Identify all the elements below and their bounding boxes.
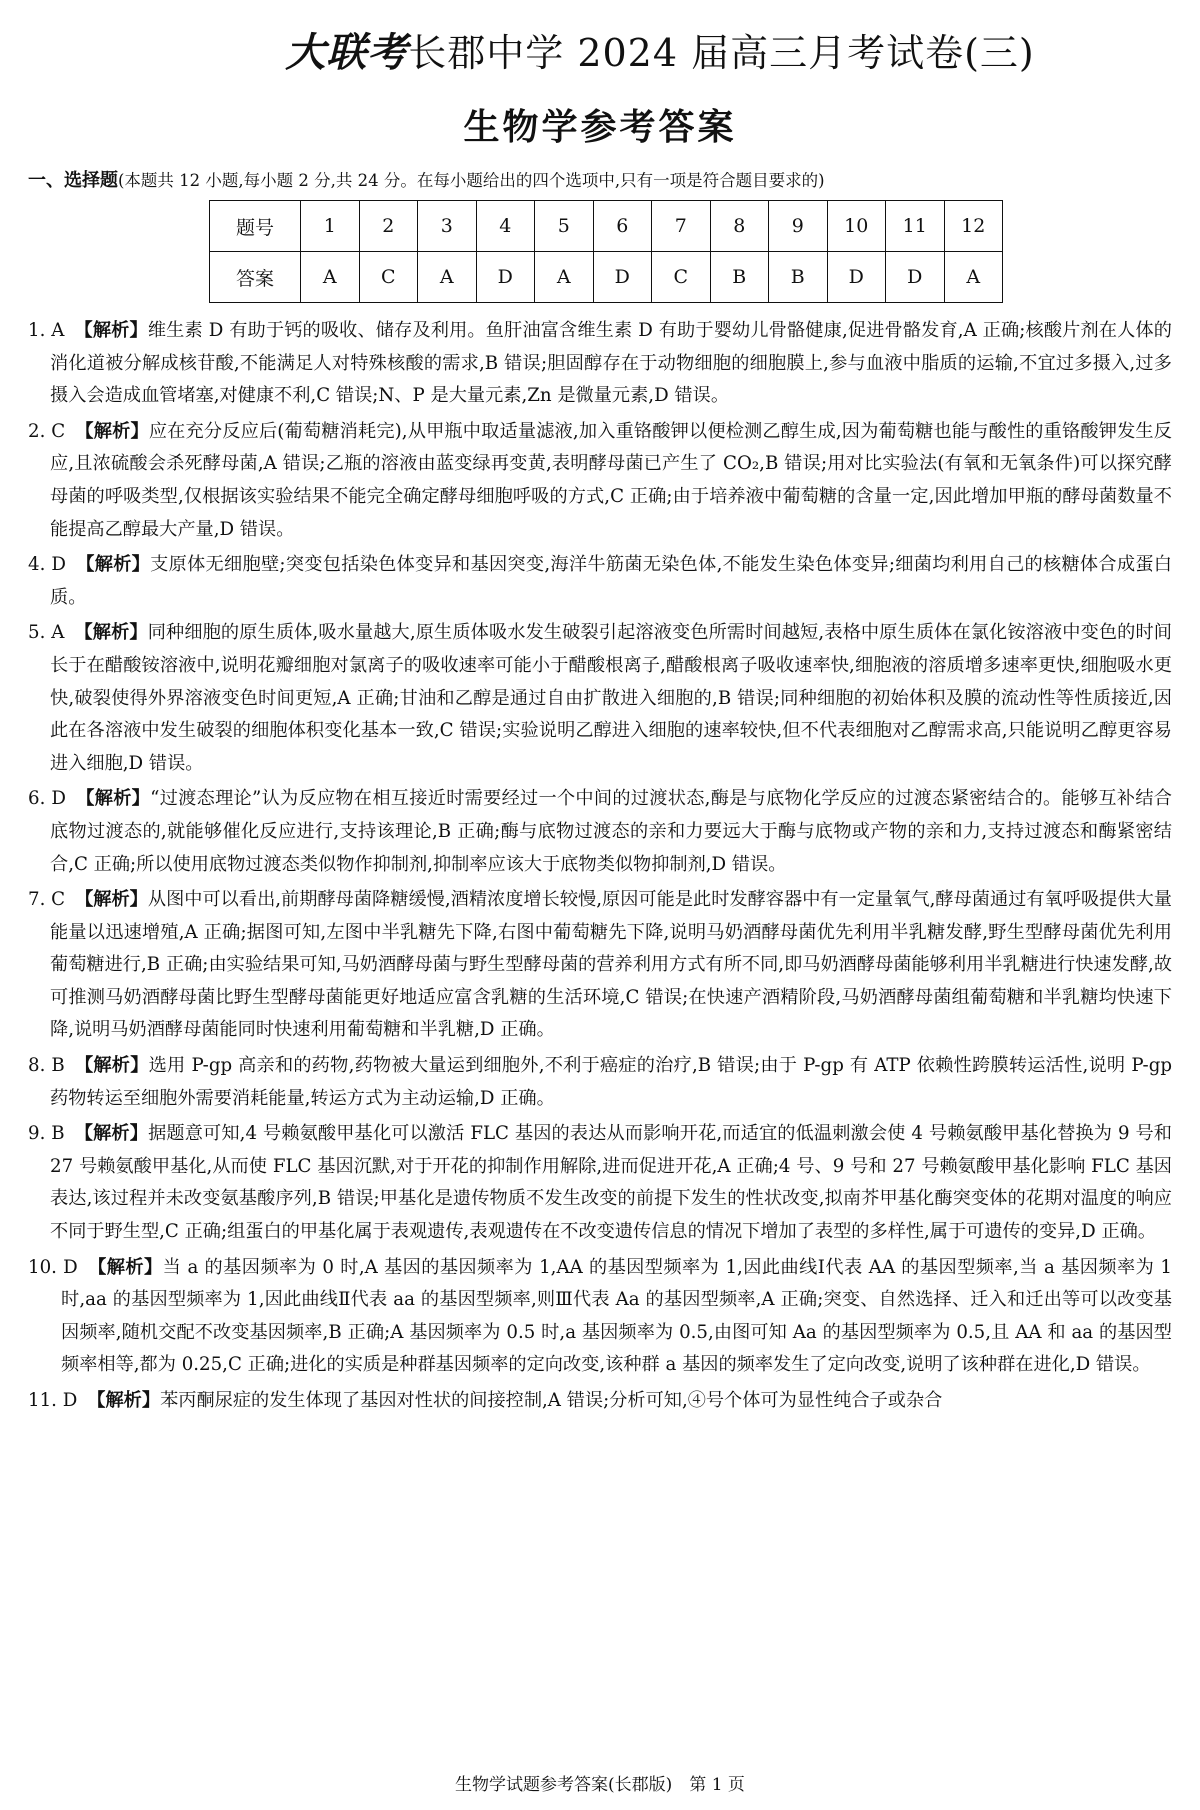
item-number: 7. C <box>28 889 66 911</box>
answer-cell: D <box>827 252 886 303</box>
answer-cell: A <box>944 252 1003 303</box>
explanation-item <box>28 315 1172 413</box>
item-text: “过渡态理论”认为反应物在相互接近时需要经过一个中间的过渡状态,酶是与底物化学反应的过渡态紧密结合的。能够互补结合底物过渡态的,就能够催化反应进行,支持该理论,B 正确;酶与底物过渡态的亲和力要远大于酶与底物或产物的亲和力,支持过渡态和酶紧密结合,C 正确;所以使用底物过渡态类似物作抑制剂,抑制率应该大于底物类似物抑制剂,D 错误。 <box>50 788 1172 875</box>
analysis-tag: 【解析】 <box>74 320 148 341</box>
item-text: 苯丙酮尿症的发生体现了基因对性状的间接控制,A 错误;分析可知,④号个体可为显性纯合子或杂合 <box>160 1390 943 1411</box>
document-subtitle: 生物学参考答案 <box>463 107 737 148</box>
exam-title-text: 长郡中学 2024 届高三月考试卷(三) <box>408 31 1035 75</box>
answer-cell: A <box>535 252 594 303</box>
explanation-item <box>28 884 1172 1047</box>
item-number: 10. D <box>28 1256 78 1278</box>
answer-row-label: 答案 <box>210 252 301 303</box>
item-number: 11. D <box>28 1390 78 1411</box>
analysis-tag: 【解析】 <box>75 420 149 442</box>
explanation-item <box>28 549 1172 614</box>
question-number-cell: 8 <box>710 201 769 252</box>
answer-cell: A <box>418 252 477 303</box>
item-text: 维生素 D 有助于钙的吸收、储存及利用。鱼肝油富含维生素 D 有助于婴幼儿骨骼健康,促进骨骼发育,A 正确;核酸片剂在人体的消化道被分解成核苷酸,不能满足人对特殊核酸的需求,B 错误;胆固醇存在于动物细胞的细胞膜上,参与血液中脂质的运输,不宜过多摄入,过多摄入会造成血管堵塞,对健康不利,C 错误;N、P 是大量元素,Zn 是微量元素,D 错误。 <box>50 320 1172 407</box>
question-number-cell: 5 <box>535 201 594 252</box>
question-number-cell: 6 <box>593 201 652 252</box>
section-label: 一、选择题 <box>28 170 118 191</box>
section-description: (本题共 12 小题,每小题 2 分,共 24 分。在每小题给出的四个选项中,只有一项是符合题目要求的) <box>118 171 825 190</box>
explanation-item <box>28 1050 1172 1115</box>
analysis-tag: 【解析】 <box>76 788 151 810</box>
analysis-tag: 【解析】 <box>76 554 151 576</box>
answer-cell: B <box>769 252 828 303</box>
question-number-cell: 12 <box>944 201 1003 252</box>
analysis-tag: 【解析】 <box>87 1256 163 1278</box>
question-number-cell: 10 <box>827 201 886 252</box>
item-number: 9. B <box>28 1123 65 1145</box>
question-number-cell: 4 <box>476 201 535 252</box>
analysis-tag: 【解析】 <box>75 889 148 911</box>
answer-cell: D <box>886 252 945 303</box>
analysis-tag: 【解析】 <box>74 1123 149 1145</box>
brand-logo-text: 大联考 <box>285 30 409 76</box>
answer-cell: C <box>359 252 418 303</box>
item-number: 5. A <box>28 622 65 644</box>
item-text: 据题意可知,4 号赖氨酸甲基化可以激活 FLC 基因的表达从而影响开花,而适宜的低温刺激会使 4 号赖氨酸甲基化替换为 9 号和 27 号赖氨酸甲基化,从而使 FLC 基因沉默,对于开花的抑制作用解除,进而促进开花,A 正确;4 号、9 号和 27 号赖氨酸甲基化影响 FLC 基因表达,该过程并未改变氨基酸序列,B 错误;甲基化是遗传物质不发生改变的前提下发生的性状改变,拟南芥甲基化酶突变体的花期对温度的响应不同于野生型,C 正确;组蛋白的甲基化属于表观遗传,表观遗传在不改变遗传信息的情况下增加了表型的多样性,属于可遗传的变异,D 正确。 <box>50 1123 1172 1243</box>
exam-title <box>148 22 1172 84</box>
question-number-cell: 7 <box>652 201 711 252</box>
question-number-cell: 3 <box>418 201 477 252</box>
item-number: 4. D <box>28 554 66 576</box>
number-row-label: 题号 <box>210 201 301 252</box>
explanation-list <box>28 315 1172 1418</box>
analysis-tag: 【解析】 <box>87 1390 161 1411</box>
item-number: 8. B <box>28 1055 65 1077</box>
explanation-item <box>28 1118 1172 1248</box>
section-heading <box>28 166 1172 196</box>
explanation-item <box>28 783 1172 881</box>
item-number: 6. D <box>28 788 66 810</box>
page-footer: 生物学试题参考答案(长郡版) 第 1 页 <box>455 1775 745 1795</box>
answer-table-answer-row <box>210 252 1003 303</box>
item-number: 2. C <box>28 420 66 442</box>
explanation-item <box>28 1385 1172 1418</box>
explanation-item <box>28 1252 1172 1382</box>
answer-cell: C <box>652 252 711 303</box>
item-text: 支原体无细胞壁;突变包括染色体变异和基因突变,海洋牛筋菌无染色体,不能发生染色体变异;细菌均利用自己的核糖体合成蛋白质。 <box>50 554 1172 608</box>
analysis-tag: 【解析】 <box>74 622 148 644</box>
question-number-cell: 11 <box>886 201 945 252</box>
answer-cell: A <box>301 252 360 303</box>
explanation-item <box>28 416 1172 546</box>
item-text: 当 a 的基因频率为 0 时,A 基因的基因频率为 1,AA 的基因型频率为 1,因此曲线Ⅰ代表 AA 的基因型频率,当 a 基因频率为 1 时,aa 的基因型频率为 1,因此曲线Ⅱ代表 aa 的基因型频率,则Ⅲ代表 Aa 的基因型频率,A 正确;突变、自然选择、迁入和迁出等可以改变基因频率,随机交配不改变基因频率,B 正确;A 基因频率为 0.5 时,a 基因频率为 0.5,由图可知 Aa 的基因型频率为 0.5,且 AA 和 aa 的基因型频率相等,都为 0.25,C 正确;进化的实质是种群基因频率的定向改变,该种群 a 基因的频率发生了定向改变,说明了该种群在进化,D 错误。 <box>61 1256 1172 1376</box>
answer-table <box>209 200 1003 303</box>
item-text: 从图中可以看出,前期酵母菌降糖缓慢,酒精浓度增长较慢,原因可能是此时发酵容器中有一定量氧气,酵母菌通过有氧呼吸提供大量能量以迅速增殖,A 正确;据图可知,左图中半乳糖先下降,右图中葡萄糖先下降,说明马奶酒酵母菌优先利用半乳糖发酵,野生型酵母菌优先利用葡萄糖进行,B 正确;由实验结果可知,马奶酒酵母菌与野生型酵母菌的营养利用方式有所不同,即马奶酒酵母菌能够利用半乳糖进行快速发酵,故可推测马奶酒酵母菌比野生型酵母菌能更好地适应富含乳糖的生活环境,C 错误;在快速产酒精阶段,马奶酒酵母菌组葡萄糖和半乳糖均快速下降,说明马奶酒酵母菌能同时快速利用葡萄糖和半乳糖,D 正确。 <box>50 889 1172 1041</box>
question-number-cell: 1 <box>301 201 360 252</box>
question-number-cell: 2 <box>359 201 418 252</box>
item-text: 同种细胞的原生质体,吸水量越大,原生质体吸水发生破裂引起溶液变色所需时间越短,表格中原生质体在氯化铵溶液中变色的时间长于在醋酸铵溶液中,说明花瓣细胞对氯离子的吸收速率可能小于醋酸根离子,醋酸根离子吸收速率快,细胞液的溶质增多速率更快,细胞吸水更快,破裂使得外界溶液变色时间更短,A 正确;甘油和乙醇是通过自由扩散进入细胞的,B 错误;同种细胞的初始体积及膜的流动性等性质接近,因此在各溶液中发生破裂的细胞体积变化基本一致,C 错误;实验说明乙醇进入细胞的速率较快,但不代表细胞对乙醇需求高,只能说明乙醇更容易进入细胞,D 错误。 <box>50 622 1172 774</box>
item-number: 1. A <box>28 320 65 341</box>
question-number-cell: 9 <box>769 201 828 252</box>
item-text: 选用 P-gp 高亲和的药物,药物被大量运到细胞外,不利于癌症的治疗,B 错误;由于 P-gp 有 ATP 依赖性跨膜转运活性,说明 P-gp 药物转运至细胞外需要消耗能量,转运方式为主动运输,D 正确。 <box>50 1055 1172 1109</box>
answer-cell: D <box>476 252 535 303</box>
answer-table-number-row <box>210 201 1003 252</box>
analysis-tag: 【解析】 <box>74 1055 149 1077</box>
item-text: 应在充分反应后(葡萄糖消耗完),从甲瓶中取适量滤液,加入重铬酸钾以便检测乙醇生成,因为葡萄糖也能与酸性的重铬酸钾发生反应,且浓硫酸会杀死酵母菌,A 错误;乙瓶的溶液由蓝变绿再变黄,表明酵母菌已产生了 CO₂,B 错误;用对比实验法(有氧和无氧条件)可以探究酵母菌的呼吸类型,仅根据该实验结果不能完全确定酵母细胞呼吸的方式,C 正确;由于培养液中葡萄糖的含量一定,因此增加甲瓶的酵母菌数量不能提高乙醇最大产量,D 错误。 <box>50 420 1172 540</box>
answer-cell: B <box>710 252 769 303</box>
explanation-item <box>28 617 1172 780</box>
answer-cell: D <box>593 252 652 303</box>
